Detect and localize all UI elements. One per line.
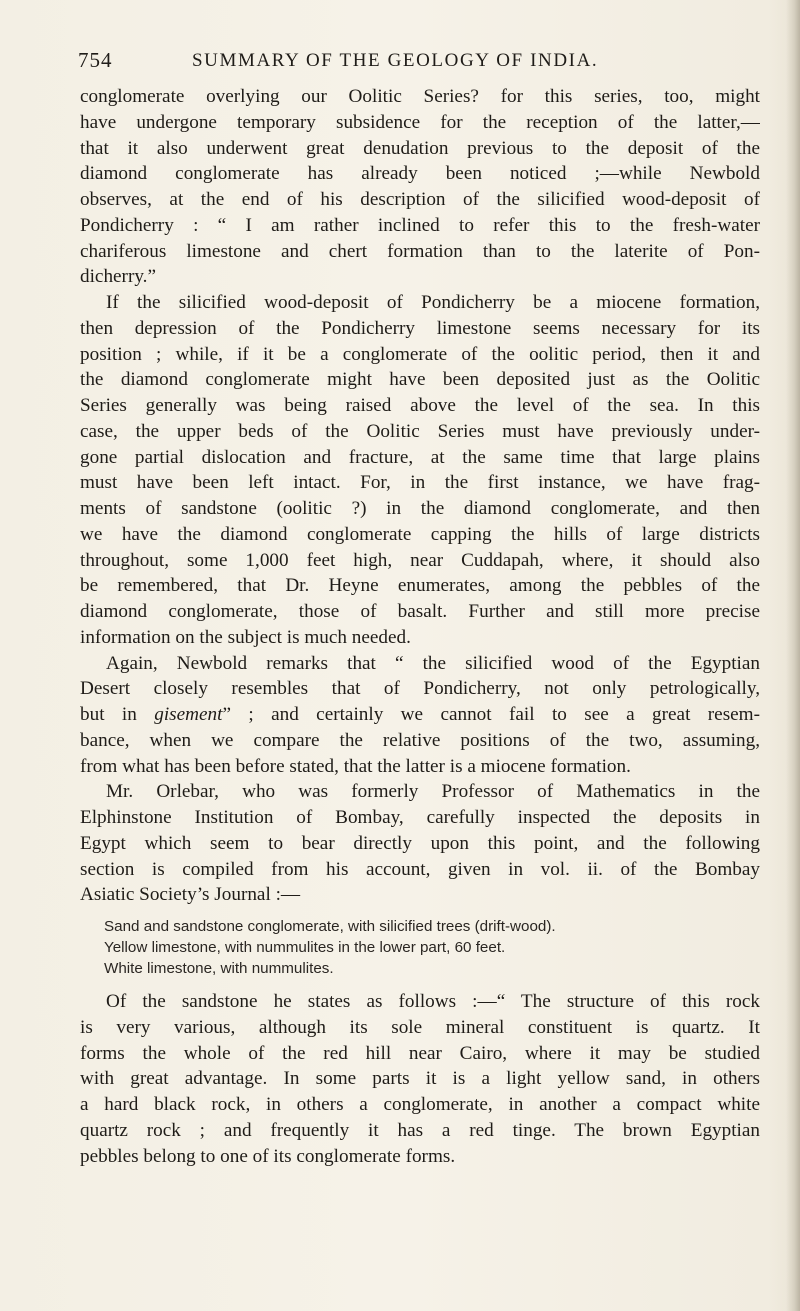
text-line: that it also underwent great denudation previous to the deposit of the [80, 137, 760, 159]
text-line: dicherry.” [80, 266, 156, 288]
text-line: diamond conglomerate has already been noticed ;—while Newbold [80, 163, 760, 185]
geological-section-list [80, 916, 760, 979]
text-line: be remembered, that Dr. Heyne enumerates, among the pebbles of the [80, 575, 760, 597]
text-line: Again, Newbold remarks that “ the silicified wood of the Egyptian [106, 652, 760, 674]
text-line: Asiatic Society’s Journal :— [80, 884, 301, 906]
text-line: bance, when we compare the relative positions of the two, assuming, [80, 729, 760, 751]
text-line: chariferous limestone and chert formation than to the laterite of Pon- [80, 240, 760, 262]
paragraph-4 [80, 779, 760, 908]
text-line: Elphinstone Institution of Bombay, carefully inspected the deposits in [80, 807, 760, 828]
text-line: Egypt which seem to bear directly upon this point, and the following [80, 832, 760, 854]
text-line: forms the whole of the red hill near Cairo, where it may be studied [80, 1042, 760, 1064]
text-line: conglomerate overlying our Oolitic Series? for this series, too, might [80, 86, 760, 107]
text-line: pebbles belong to one of its conglomerate forms. [80, 1145, 456, 1167]
text-line: Pondicherry : “ I am rather inclined to refer this to the fresh-water [80, 214, 760, 236]
text-line: ments of sandstone (oolitic ?) in the diamond conglomerate, and then [80, 498, 760, 519]
text-line: Desert closely resembles that of Pondicherry, not only petrologically, [80, 678, 760, 700]
text-line: Series generally was being raised above the level of the sea. In this [80, 395, 760, 416]
text-line: throughout, some 1,000 feet high, near Cuddapah, where, it should also [80, 549, 760, 571]
text-line: must have been left intact. For, in the first instance, we have frag- [80, 472, 760, 494]
text-line: gone partial dislocation and fracture, at the same time that large plains [80, 446, 760, 468]
text-line: Of the sandstone he states as follows :—“ The structure of this rock [106, 991, 760, 1012]
body-text [80, 84, 760, 1169]
section-layer: Sand and sandstone conglomerate, with silicified trees (drift-wood). [104, 918, 556, 935]
italic-term: gisement [154, 704, 223, 725]
page-number: 754 [78, 48, 113, 72]
text-line: from what has been before stated, that the latter is a miocene formation. [80, 755, 631, 777]
text-line: then depression of the Pondicherry limestone seems necessary for its [80, 317, 760, 339]
text-line: diamond conglomerate, those of basalt. Further and still more precise [80, 601, 760, 622]
text-line: Mr. Orlebar, who was formerly Professor of Mathematics in the [106, 781, 760, 803]
text-line: is very various, although its sole mineral constituent is quartz. It [80, 1016, 760, 1038]
text-line: observes, at the end of his description of the silicified wood-deposit of [80, 189, 760, 210]
spacer [80, 908, 760, 914]
paragraph-3 [80, 651, 760, 780]
text-line: If the silicified wood-deposit of Pondicherry be a miocene formation, [106, 292, 760, 313]
section-layer: White limestone, with nummulites. [104, 960, 334, 977]
text-line: a hard black rock, in others a conglomerate, in another a compact white [80, 1094, 760, 1115]
running-head: SUMMARY OF THE GEOLOGY OF INDIA. [192, 50, 599, 71]
text-line: information on the subject is much needed. [80, 626, 411, 648]
text-line: but in gisement” ; and certainly we cannot fail to see a great resem- [80, 704, 760, 725]
page-edge-shadow [786, 0, 800, 1311]
text-line: the diamond conglomerate might have been deposited just as the Oolitic [80, 369, 760, 391]
paragraph-1 [80, 84, 760, 290]
text-line: section is compiled from his account, given in vol. ii. of the Bombay [80, 858, 760, 880]
paragraph-5 [80, 989, 760, 1169]
text-line: with great advantage. In some parts it is a light yellow sand, in others [80, 1068, 760, 1090]
text-line: have undergone temporary subsidence for the reception of the latter,— [80, 111, 760, 133]
text-line: position ; while, if it be a conglomerate of the oolitic period, then it and [80, 343, 760, 365]
text-line: quartz rock ; and frequently it has a red tinge. The brown Egyptian [80, 1119, 760, 1141]
page-header [78, 48, 738, 78]
paragraph-2 [80, 290, 760, 651]
section-layer: Yellow limestone, with nummulites in the lower part, 60 feet. [104, 939, 506, 956]
text-line: case, the upper beds of the Oolitic Series must have previously under- [80, 420, 760, 442]
text-line: we have the diamond conglomerate capping the hills of large districts [80, 523, 760, 545]
